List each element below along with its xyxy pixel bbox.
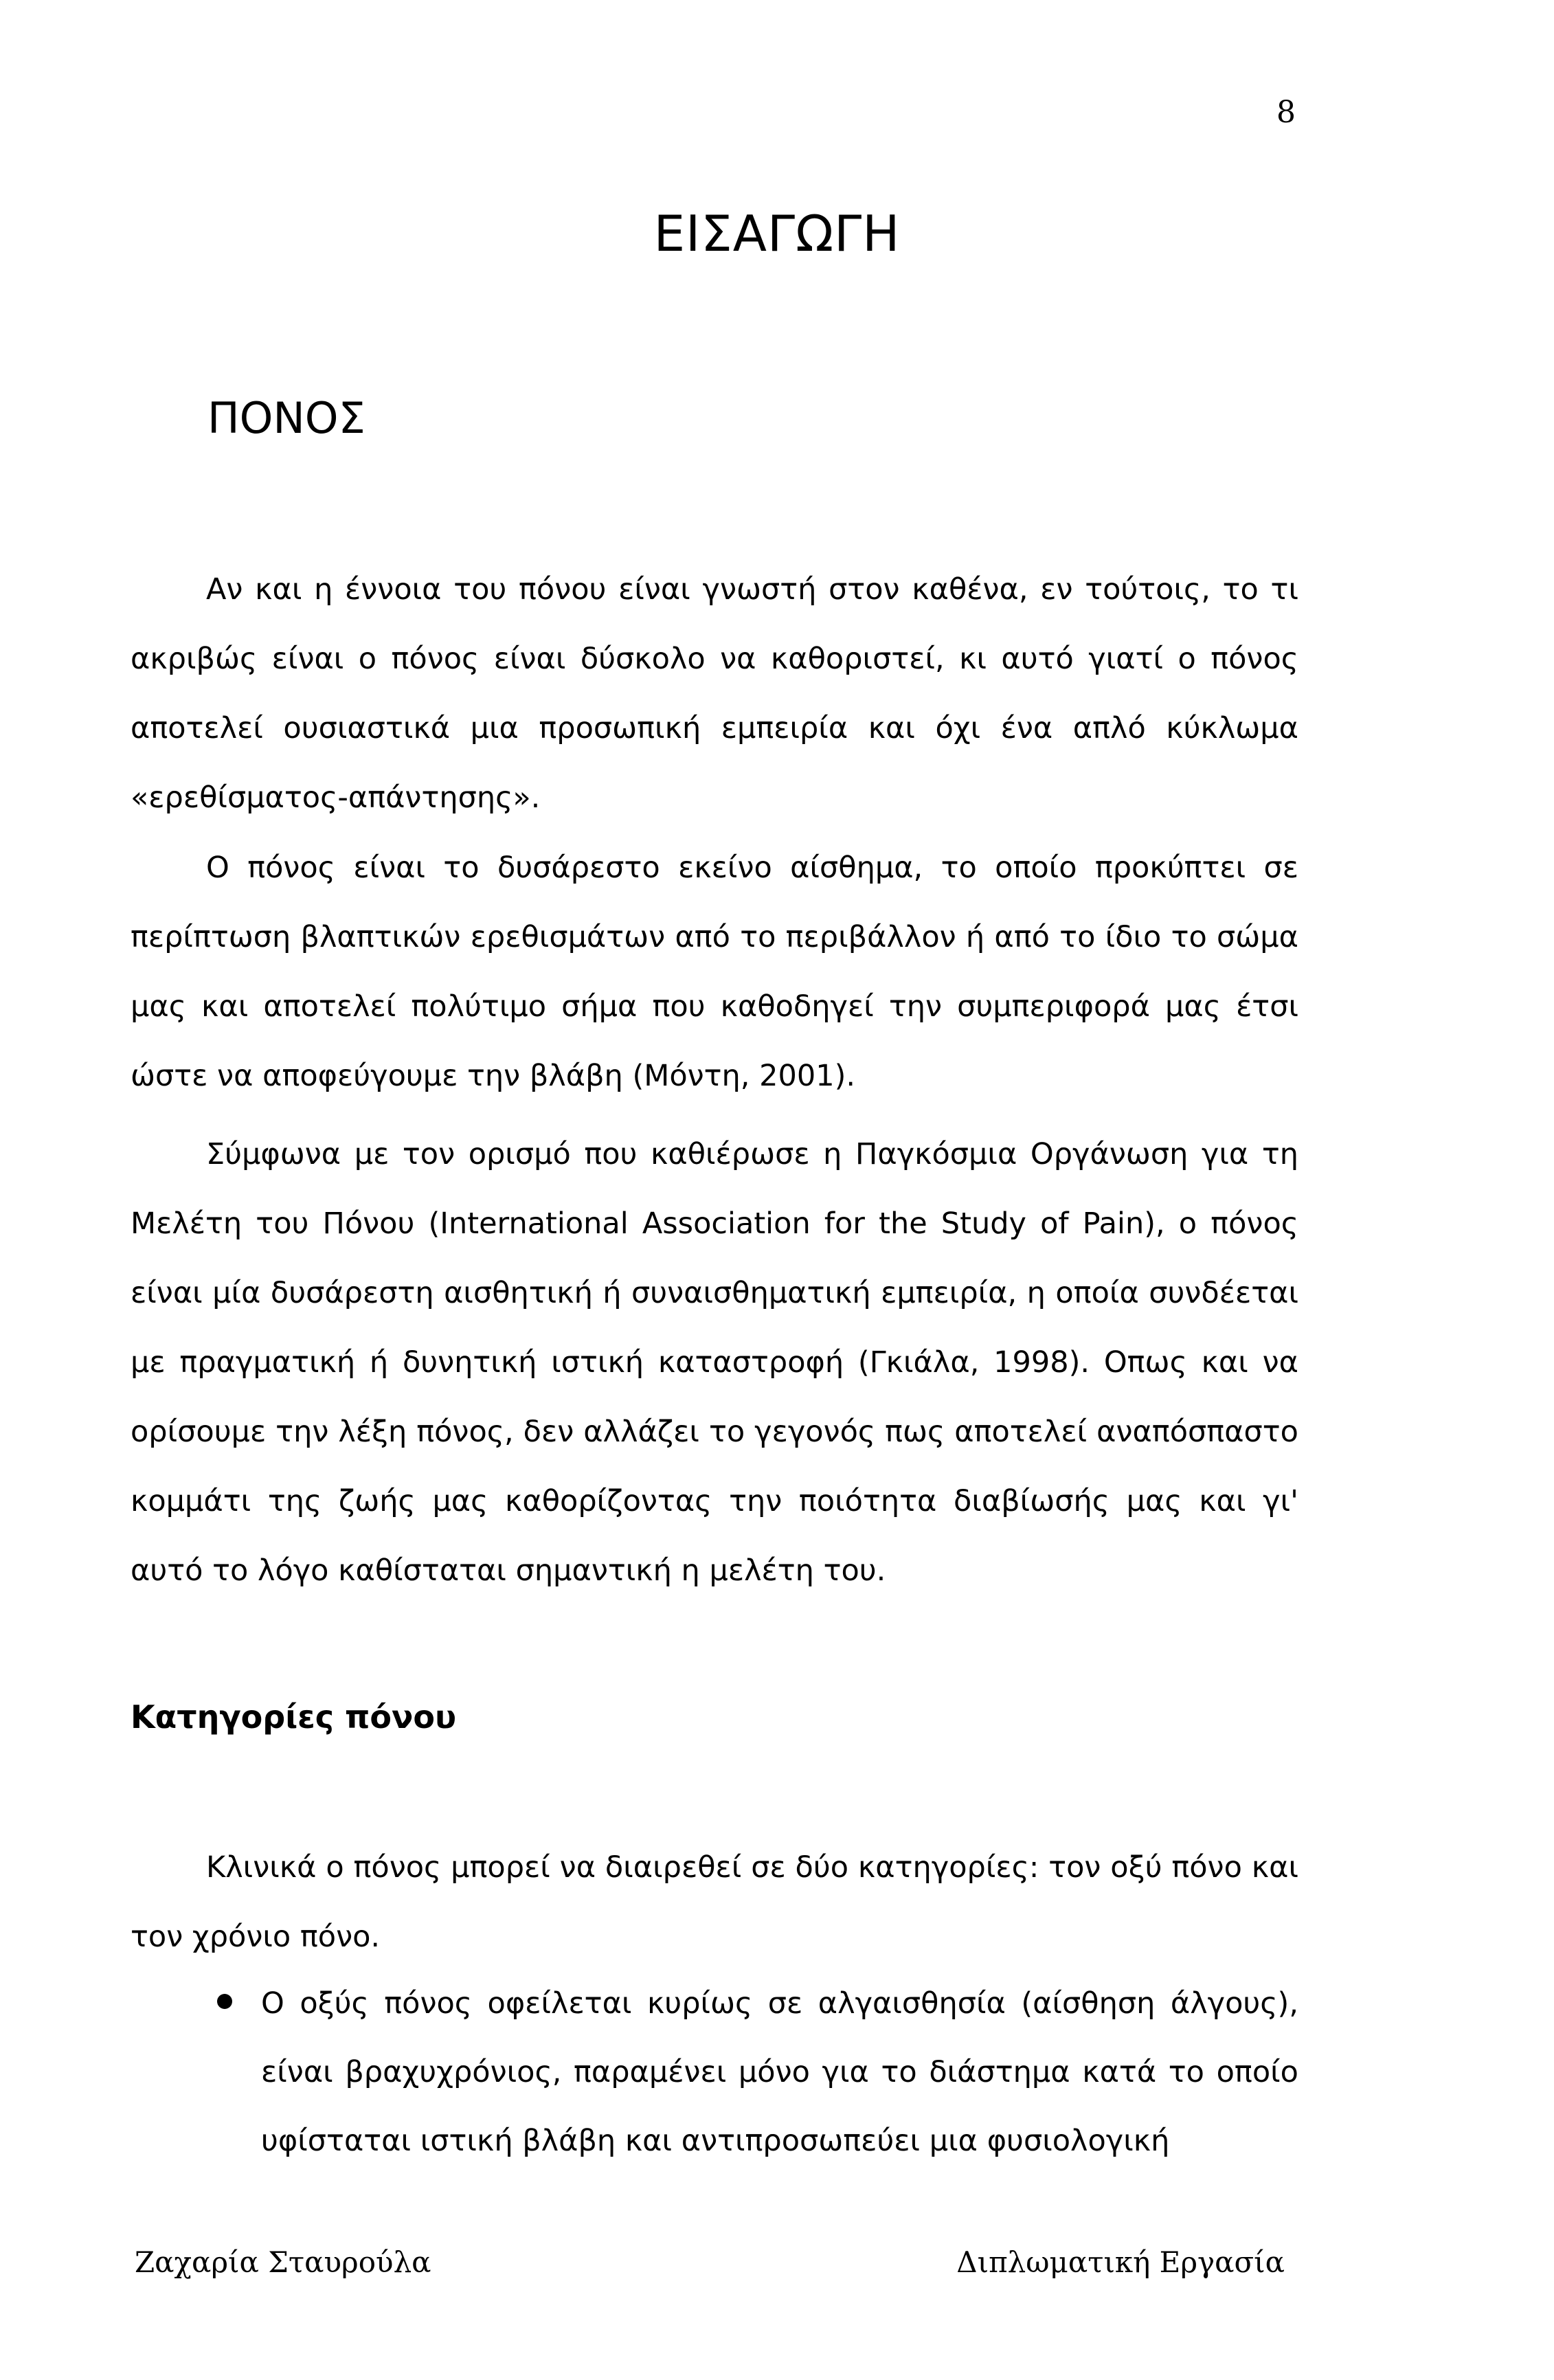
- bullet-icon: [217, 1994, 232, 2009]
- categories-intro: Κλινικά ο πόνος μπορεί να διαιρεθεί σε δύο κατηγορίες: τον οξύ πόνο και τον χρόνιο πόνο.: [131, 1850, 1298, 1954]
- footer-doc-type: Διπλωματική Εργασία: [956, 2245, 1285, 2279]
- bullet-text: Ο οξύς πόνος οφείλεται κυρίως σε αλγαισθησία (αίσθηση άλγους), είναι βραχυχρόνιος, παραμένει μόνο για το διάστημα κατά το οποίο υφίσταται ιστική βλάβη και αντιπροσωπεύει μια φυσιολογική: [261, 1986, 1298, 2158]
- chapter-title: ΕΙΣΑΓΩΓΗ: [653, 205, 901, 262]
- paragraph-1: Αν και η έννοια του πόνου είναι γνωστή στον καθένα, εν τούτοις, το τι ακριβώς είναι ο πόνος είναι δύσκολο να καθοριστεί, κι αυτό γιατί ο πόνος αποτελεί ουσιαστικά μια προσωπική εμπειρία και όχι ένα απλό κύκλωμα «ερεθίσματος-απάντησης».: [131, 572, 1298, 815]
- footer-author: Ζαχαρία Σταυρούλα: [135, 2245, 431, 2279]
- paragraph-2: Ο πόνος είναι το δυσάρεστο εκείνο αίσθημα, το οποίο προκύπτει σε περίπτωση βλαπτικών ερεθισμάτων από το περιβάλλον ή από το ίδιο το σώμα μας και αποτελεί πολύτιμο σήμα που καθοδηγεί την συμπεριφορά μας έτσι ώστε να αποφεύγουμε την βλάβη (Μόντη, 2001).: [131, 851, 1298, 1093]
- list-item: [192, 1969, 1298, 2175]
- subheading-pain-categories: Κατηγορίες πόνου: [131, 1698, 457, 1736]
- bullet-list: [192, 1969, 1298, 2175]
- section-title: ΠΟΝΟΣ: [207, 393, 365, 443]
- paragraph-3: Σύμφωνα με τον ορισμό που καθιέρωσε η Παγκόσμια Οργάνωση για τη Μελέτη του Πόνου (International Association for the Study of Pain), ο πόνος είναι μία δυσάρεστη αισθητική ή συναισθηματική εμπειρία, η οποία συνδέεται με πραγματική ή δυνητική ιστική καταστροφή (Γκιάλα, 1998). Οπως και να ορίσουμε την λέξη πόνος, δεν αλλάζει το γεγονός πως αποτελεί αναπόσπαστο κομμάτι της ζωής μας καθορίζοντας την ποιότητα διαβίωσής μας και γι' αυτό το λόγο καθίσταται σημαντική η μελέτη του.: [131, 1137, 1298, 1588]
- page-number: 8: [1276, 95, 1296, 130]
